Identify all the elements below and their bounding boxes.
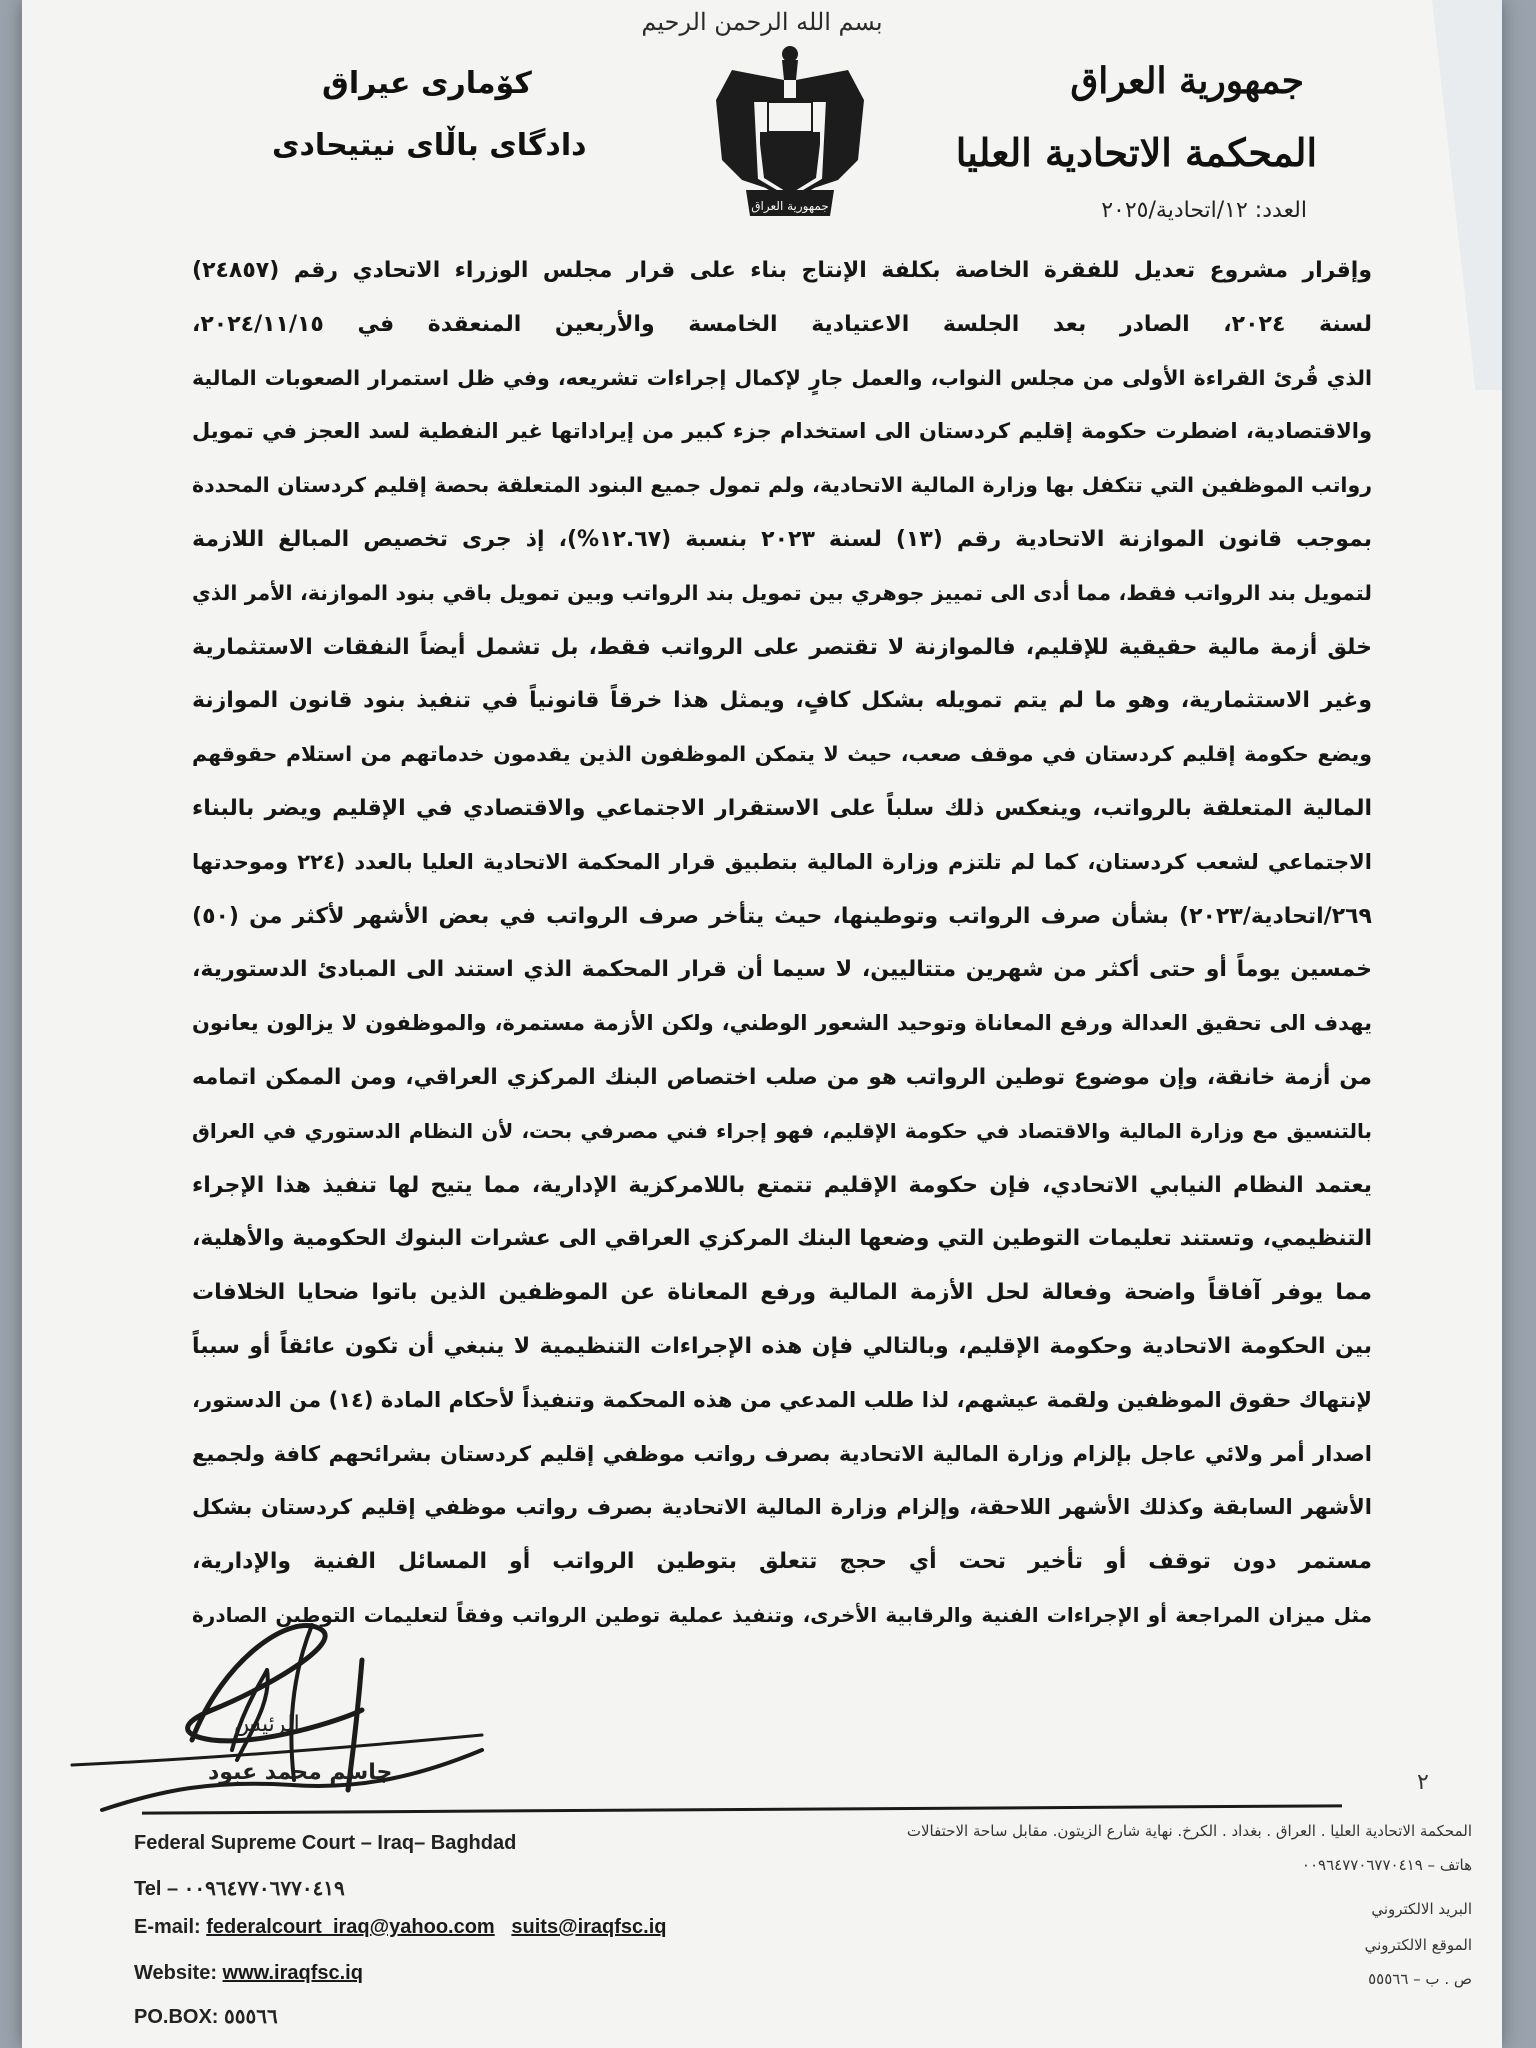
bismillah: بسم الله الرحمن الرحيم <box>641 8 883 36</box>
document-body <box>192 244 1372 1643</box>
body-line: التنظيمي، وتستند تعليمات التوطين التي وضعها البنك المركزي العراقي الى عشرات البنوك الحكومية والأهلية، <box>192 1226 1372 1252</box>
document-number: العدد: ١٢/اتحادية/٢٠٢٥ <box>1101 198 1307 223</box>
adjacent-paper-edge <box>1432 0 1502 390</box>
body-line: لإنتهاك حقوق الموظفين ولقمة عيشهم، لذا طلب المدعي من هذه المحكمة وتنفيذاً لأحكام المادة (١٤) من الدستور، <box>192 1387 1372 1412</box>
body-line: الاجتماعي لشعب كردستان، كما لم تلتزم وزارة المالية بتطبيق قرار المحكمة الاتحادية العليا بالعدد (٢٢٤ وموحدتها <box>192 849 1372 874</box>
website-link[interactable]: www.iraqfsc.iq <box>222 1962 363 1984</box>
footer-court-name: Federal Supreme Court – Iraq– Baghdad <box>134 1832 517 1854</box>
footer-tel: Tel – ٠٠٩٦٤٧٧٠٦٧٧٠٤١٩ <box>134 1878 345 1900</box>
body-line: ٢٦٩/اتحادية/٢٠٢٣) بشأن صرف الرواتب وتوطينها، حيث يتأخر صرف الرواتب في بعض الأشهر لأكثر من (٥٠) <box>192 903 1372 929</box>
body-line: وغير الاستثمارية، وهو ما لم يتم تمويله بشكل كافٍ، ويمثل هذا خرقاً قانونياً في تنفيذ بنود قانون الموازنة <box>192 688 1372 714</box>
footer-pobox: PO.BOX: ٥٥٥٦٦ <box>134 2006 278 2028</box>
footer-address-arabic: المحكمة الاتحادية العليا . العراق . بغداد . الكرخ. نهاية شارع الزيتون. مقابل ساحة الاحتفالات <box>906 1822 1472 1840</box>
footer-pobox-arabic: ص . ب – ٥٥٥٦٦ <box>1368 1970 1472 1988</box>
body-line: بموجب قانون الموازنة الاتحادية رقم (١٣) لسنة ٢٠٢٣ بنسبة (١٢.٦٧%)، إذ جرى تخصيص المبالغ اللازمة <box>192 526 1372 552</box>
signatory-name: جاسم محمد عبود <box>208 1760 393 1785</box>
body-line: رواتب الموظفين التي تتكفل بها وزارة المالية الاتحادية، ولم تمول جميع البنود المتعلقة بحصة إقليم كردستان المحددة <box>192 473 1372 498</box>
body-line: اصدار أمر ولائي عاجل بإلزام وزارة المالية الاتحادية بصرف رواتب موظفي إقليم كردستان بشرائحهم كافة ولجميع <box>192 1441 1372 1466</box>
body-line: مثل ميزان المراجعة أو الإجراءات الفنية والرقابية الأخرى، وتنفيذ عملية توطين الرواتب وفقاً لتعليمات التوطين الصادرة <box>192 1602 1372 1627</box>
body-line: لسنة ٢٠٢٤، الصادر بعد الجلسة الاعتيادية الخامسة والأربعين المنعقدة في ٢٠٢٤/١١/١٥، <box>192 311 1372 337</box>
header-court-kurdish: دادگاى باڵاى نيتيحادى <box>272 128 587 163</box>
email-label: E-mail: <box>134 1916 201 1938</box>
footer-website-label-arabic: الموقع الالكتروني <box>1364 1936 1472 1954</box>
footer-website-row <box>134 1962 363 1985</box>
body-line: خلق أزمة مالية حقيقية للإقليم، فالموازنة لا تقتصر على الرواتب فقط، بل تشمل أيضاً النفقات الاستثمارية <box>192 634 1372 660</box>
body-line: يعتمد النظام النيابي الاتحادي، فإن حكومة الإقليم تتمتع باللامركزية الإدارية، مما يتيح لها تنفيذ هذا الإجراء <box>192 1172 1372 1198</box>
email-link-suits[interactable]: suits@iraqfsc.iq <box>511 1916 667 1938</box>
body-line: ويضع حكومة إقليم كردستان في موقف صعب، حيث لا يتمكن الموظفون الذين يقدمون خدماتهم من استلام حقوقهم <box>192 742 1372 767</box>
document-page <box>22 0 1502 2048</box>
header-country-arabic: جمهورية العراق <box>1070 60 1304 102</box>
signatory-title: الرئيس <box>234 1712 300 1737</box>
website-label: Website: <box>134 1962 217 1984</box>
body-line: خمسين يوماً أو حتى أكثر من شهرين متتاليين، لا سيما أن قرار المحكمة الذي استند الى المبادئ الدستورية، <box>192 957 1372 983</box>
body-line: يهدف الى تحقيق العدالة ورفع المعاناة وتوحيد الشعور الوطني، ولكن الأزمة مستمرة، والموظفون لا يزالون يعانون <box>192 1011 1372 1036</box>
body-line: مستمر دون توقف أو تأخير تحت أي حجج تتعلق بتوطين الرواتب أو المسائل الفنية والإدارية، <box>192 1549 1372 1575</box>
body-line: مما يوفر آفاقاً واضحة وفعالة لحل الأزمة المالية ورفع المعاناة عن الموظفين الذين باتوا ضحايا الخلافات <box>192 1280 1372 1306</box>
body-line: الذي قُرئ القراءة الأولى من مجلس النواب، والعمل جارٍ لإكمال إجراءات تشريعه، وفي ظل استمرار الصعوبات المالية <box>192 365 1372 390</box>
iraq-eagle-emblem <box>712 40 867 220</box>
handwritten-signature <box>62 1600 662 1830</box>
body-line: بالتنسيق مع وزارة المالية والاقتصاد في حكومة الإقليم، فهو إجراء فني مصرفي بحت، لأن النظام الدستوري في العراق <box>192 1118 1372 1143</box>
body-line: والاقتصادية، اضطرت حكومة إقليم كردستان الى استخدام جزء كبير من إيراداتها غير النفطية لسد العجز في تمويل <box>192 419 1372 444</box>
footer-email-label-arabic: البريد الالكتروني <box>1371 1900 1472 1918</box>
body-line: لتمويل بند الرواتب فقط، مما أدى الى تمييز جوهري بين تمويل بند الرواتب وبين تمويل باقي بنود الموازنة، الأمر الذي <box>192 580 1372 605</box>
body-line: بين الحكومة الاتحادية وحكومة الإقليم، وبالتالي فإن هذه الإجراءات التنظيمية لا ينبغي أن تكون عائقاً أو سبباً <box>192 1333 1372 1359</box>
email-link-primary[interactable]: federalcourt_iraq@yahoo.com <box>206 1916 495 1938</box>
emblem-caption: جمهورية العراق <box>751 199 829 213</box>
header-court-arabic: المحكمة الاتحادية العليا <box>955 130 1317 175</box>
body-line: الأشهر السابقة وكذلك الأشهر اللاحقة، وإلزام وزارة المالية الاتحادية بصرف رواتب موظفي إقليم كردستان بشكل <box>192 1495 1372 1520</box>
page-number: ٢ <box>1417 1770 1429 1795</box>
header-country-kurdish: كۆمارى عيراق <box>322 66 532 101</box>
footer-phone-arabic: هاتف – ٠٠٩٦٤٧٧٠٦٧٧٠٤١٩ <box>1301 1856 1472 1874</box>
body-line: وإقرار مشروع تعديل للفقرة الخاصة بكلفة الإنتاج بناء على قرار مجلس الوزراء الاتحادي رقم (٢٤٨٥٧) <box>192 258 1372 283</box>
footer-email-row <box>134 1916 667 1939</box>
body-line: المالية المتعلقة بالرواتب، وينعكس ذلك سلباً على الاستقرار الاجتماعي والاقتصادي في الإقليم ويضر بالبناء <box>192 795 1372 821</box>
body-line: من أزمة خانقة، وإن موضوع توطين الرواتب هو من صلب اختصاص البنك المركزي العراقي، ومن الممكن اتمامه <box>192 1064 1372 1090</box>
